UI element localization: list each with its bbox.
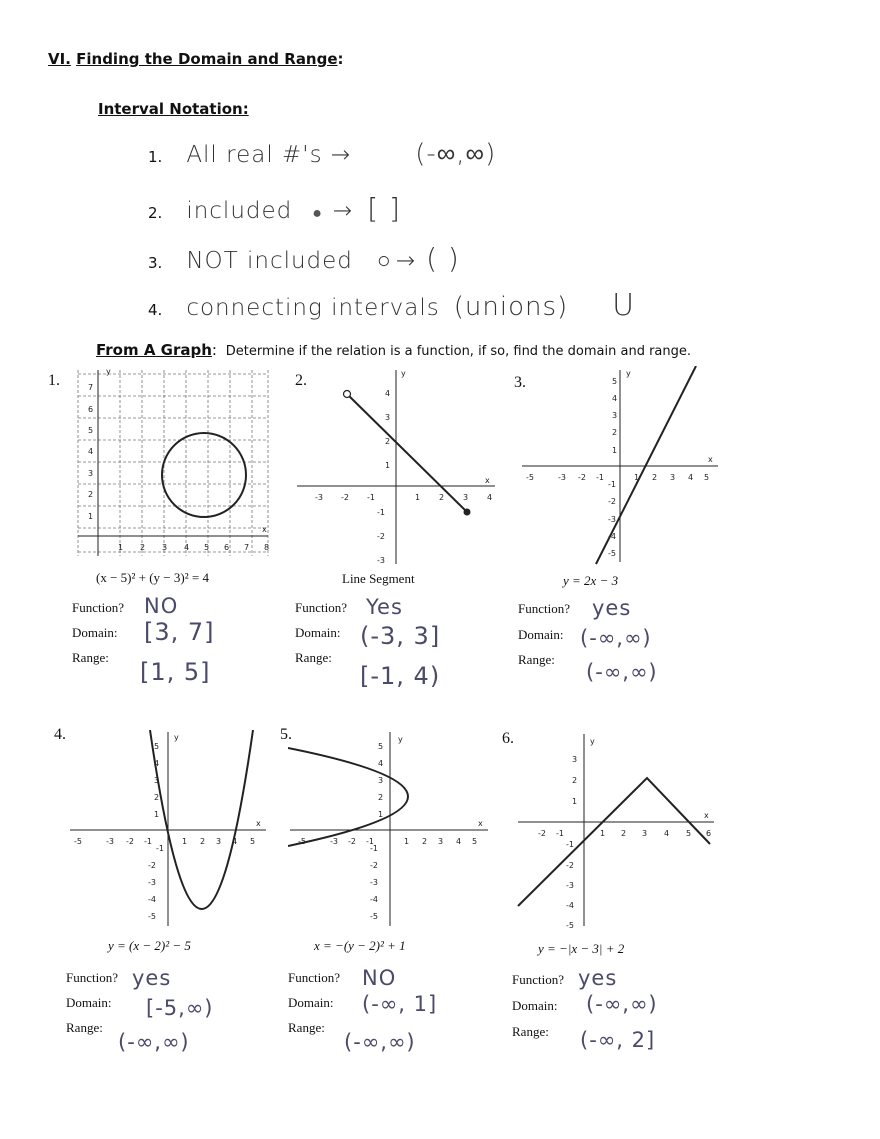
item-text: NOT included [186,248,353,274]
y-axis-label: y [590,737,595,746]
tick-label: -3 [566,881,574,890]
tick-label: -3 [106,837,114,846]
tick-label: 5 [686,829,692,838]
x-axis-label: x [485,476,490,485]
function-answer: Yes [366,595,403,619]
tick-label: -5 [566,921,574,930]
x-tick-labels [526,473,709,482]
equation-caption: Line Segment [342,571,415,586]
tick-label: 4 [487,493,493,502]
range-label: Range: [295,650,332,665]
function-answer: NO [362,966,397,990]
tick-label: -2 [538,829,546,838]
tick-label: 5 [704,473,710,482]
tick-label: 2 [140,543,146,552]
tick-label: 1 [385,461,391,470]
arrow-icon: → [332,198,354,224]
item-result: (-∞,∞) [415,139,497,169]
tick-label: -2 [348,837,356,846]
tick-label: 1 [634,473,640,482]
tick-label: 3 [612,411,618,420]
tick-label: 1 [118,543,124,552]
tick-label: 4 [88,447,94,456]
graph-6-absolute-value [514,730,719,930]
tick-label: 4 [688,473,694,482]
tick-label: 2 [621,829,627,838]
item-number: 4. [148,301,163,319]
section-title-text: Finding the Domain and Range [76,50,338,68]
tick-label: -4 [608,532,616,541]
equation-caption: x = −(y − 2)² + 1 [314,938,406,953]
tick-label: 4 [664,829,670,838]
x-tick-labels [74,837,255,846]
item-number: 2. [148,204,163,222]
tick-label: 5 [250,837,256,846]
problem-number: 6. [502,730,514,747]
tick-label: 3 [642,829,648,838]
y-axis-label: y [626,369,631,378]
equation-caption: y = (x − 2)² − 5 [108,938,191,953]
item-number: 1. [148,148,163,166]
graph-3-line [518,366,723,566]
item-number: 3. [148,254,163,272]
tick-label: 7 [88,383,94,392]
tick-label: -1 [596,473,604,482]
tick-label: 1 [154,810,160,819]
tick-label: 7 [244,543,250,552]
arrow-icon: → [395,248,417,274]
domain-answer: (-∞,∞) [580,626,652,650]
tick-label: -4 [148,895,156,904]
tick-label: 2 [439,493,445,502]
tick-label: 3 [88,469,94,478]
tick-label: -5 [74,837,82,846]
tick-label: -5 [526,473,534,482]
tick-label: 5 [88,426,94,435]
tick-label: -2 [608,497,616,506]
tick-label: 2 [385,437,391,446]
problem-number: 4. [54,726,66,743]
x-axis-label: x [708,455,713,464]
item-result: (unions) [453,292,569,322]
interval-notation-heading: Interval Notation: [98,100,249,118]
tick-label: -3 [370,878,378,887]
tick-label: -1 [566,840,574,849]
function-answer: NO [144,594,179,618]
tick-label: 3 [572,755,578,764]
y-axis-label: y [401,369,406,378]
graph-2-line-segment [295,366,500,566]
tick-label: -2 [148,861,156,870]
filled-dot-icon: ● [312,203,323,222]
tick-label: 6 [706,829,712,838]
function-label: Function? [72,600,124,615]
from-graph-colon: : [211,341,217,359]
x-axis-label: x [262,525,267,534]
tick-label: 4 [232,837,238,846]
union-icon: U [612,288,636,323]
range-answer: [-1, 4) [360,662,441,690]
tick-label: -1 [144,837,152,846]
tick-label: 1 [600,829,606,838]
range-label: Range: [66,1020,103,1035]
tick-label: -2 [377,532,385,541]
segment-line [347,394,467,512]
tick-label: -5 [298,837,306,846]
tick-label: 4 [184,543,190,552]
x-tick-labels [118,543,269,552]
tick-label: 4 [154,759,160,768]
tick-label: 3 [463,493,469,502]
equation-caption: y = 2x − 3 [563,573,619,588]
closed-endpoint [464,509,471,516]
tick-label: 2 [652,473,658,482]
range-label: Range: [288,1020,325,1035]
tick-label: 5 [204,543,210,552]
tick-label: -1 [370,844,378,853]
function-answer: yes [132,966,172,990]
item-text: All real #'s → [186,142,352,168]
tick-label: -1 [156,844,164,853]
section-label: VI. [48,50,71,68]
interval-item-4 [148,288,635,323]
tick-label: 2 [612,428,618,437]
tick-label: 8 [264,543,270,552]
tick-label: 2 [572,776,578,785]
tick-label: 3 [162,543,168,552]
y-tick-labels [88,383,93,521]
tick-label: -4 [566,901,574,910]
problem-number: 5. [280,726,292,743]
function-answer: yes [592,596,632,620]
range-answer: (-∞,∞) [118,1030,190,1054]
tick-label: 3 [154,776,160,785]
tick-label: 3 [216,837,222,846]
tick-label: -1 [556,829,564,838]
tick-label: -5 [608,549,616,558]
range-label: Range: [518,652,555,667]
tick-label: -5 [148,912,156,921]
domain-label: Domain: [512,998,558,1013]
tick-label: -3 [148,878,156,887]
tick-label: 6 [88,405,94,414]
domain-label: Domain: [288,995,334,1010]
tick-label: -2 [566,861,574,870]
tick-label: 2 [378,793,384,802]
tick-label: 1 [572,797,578,806]
x-axis-label: x [478,819,483,828]
tick-label: -1 [608,480,616,489]
tick-label: 3 [378,776,384,785]
range-answer: [1, 5] [140,658,211,686]
x-tick-labels [538,829,711,838]
domain-answer: (-∞, 1] [362,992,438,1016]
from-graph-label: From A Graph [96,341,212,359]
tick-label: 4 [385,389,391,398]
function-label: Function? [288,970,340,985]
tick-label: 5 [154,742,160,751]
y-tick-labels [377,389,390,565]
domain-answer: [3, 7] [144,618,215,646]
y-axis-label: y [174,733,179,742]
function-label: Function? [512,972,564,987]
tick-label: -2 [370,861,378,870]
tick-label: -2 [341,493,349,502]
domain-answer: [-5,∞) [146,996,214,1020]
tick-label: 4 [378,759,384,768]
tick-label: -2 [578,473,586,482]
tick-label: 1 [612,446,618,455]
x-axis-label: x [256,819,261,828]
function-label: Function? [66,970,118,985]
tick-label: -5 [370,912,378,921]
tick-label: -3 [330,837,338,846]
y-axis-label: y [106,367,111,376]
tick-label: 3 [438,837,444,846]
from-graph-heading [96,341,691,359]
tick-label: 1 [378,810,384,819]
tick-label: 2 [422,837,428,846]
range-answer: (-∞,∞) [344,1030,416,1054]
tick-label: -3 [608,515,616,524]
open-endpoint [344,391,351,398]
tick-label: 1 [182,837,188,846]
tick-label: -3 [315,493,323,502]
tick-label: 1 [404,837,410,846]
domain-label: Domain: [518,627,564,642]
graph-1-circle [72,366,272,562]
graph-5-sideways-parabola [288,730,493,930]
tick-label: 6 [224,543,230,552]
tick-label: 3 [670,473,676,482]
parabola-curve [150,730,256,909]
domain-label: Domain: [66,995,112,1010]
grid-lines [78,370,268,556]
tick-label: -2 [126,837,134,846]
absolute-value-curve [518,778,710,906]
y-axis-label: y [398,735,403,744]
tick-label: 1 [415,493,421,502]
tick-label: 2 [154,793,160,802]
tick-label: 5 [378,742,384,751]
x-tick-labels [315,493,492,502]
circle-curve [162,433,246,517]
range-answer: (-∞,∞) [586,660,658,684]
section-title [48,50,344,68]
item-result: [ ] [367,192,401,225]
function-answer: yes [578,966,618,990]
function-label: Function? [295,600,347,615]
function-label: Function? [518,601,570,616]
item-result: ( ) [426,242,460,275]
domain-answer: (-3, 3] [360,622,441,650]
tick-label: 2 [200,837,206,846]
y-tick-labels [566,755,577,930]
tick-label: -1 [367,493,375,502]
tick-label: 5 [472,837,478,846]
range-label: Range: [72,650,109,665]
equation-caption: y = −|x − 3| + 2 [538,941,625,956]
tick-label: 3 [385,413,391,422]
tick-label: -3 [377,556,385,565]
tick-label: 4 [612,394,618,403]
tick-label: 4 [456,837,462,846]
interval-item-1 [148,138,496,169]
range-answer: (-∞, 2] [580,1028,656,1052]
problem-number: 3. [514,374,526,391]
problem-number: 1. [48,372,60,389]
domain-label: Domain: [72,625,118,640]
range-label: Range: [512,1024,549,1039]
tick-label: -3 [558,473,566,482]
from-graph-instruction: Determine if the relation is a function, if so, find the domain and range. [225,344,692,359]
item-text: connecting intervals [186,295,440,321]
tick-label: 1 [88,512,94,521]
section-colon: : [337,50,344,68]
item-text: included [186,198,293,224]
equation-caption: (x − 5)² + (y − 3)² = 4 [96,570,209,585]
tick-label: 2 [88,490,94,499]
open-dot-icon: ○ [376,248,392,274]
domain-label: Domain: [295,625,341,640]
interval-item-2 [148,192,401,225]
x-axis-label: x [704,811,709,820]
graph-4-parabola [66,730,271,930]
tick-label: -1 [366,837,374,846]
tick-label: -4 [370,895,378,904]
problem-number: 2. [295,372,307,389]
domain-answer: (-∞,∞) [586,992,658,1016]
interval-item-3 [148,242,460,275]
tick-label: -1 [377,508,385,517]
tick-label: 5 [612,377,618,386]
